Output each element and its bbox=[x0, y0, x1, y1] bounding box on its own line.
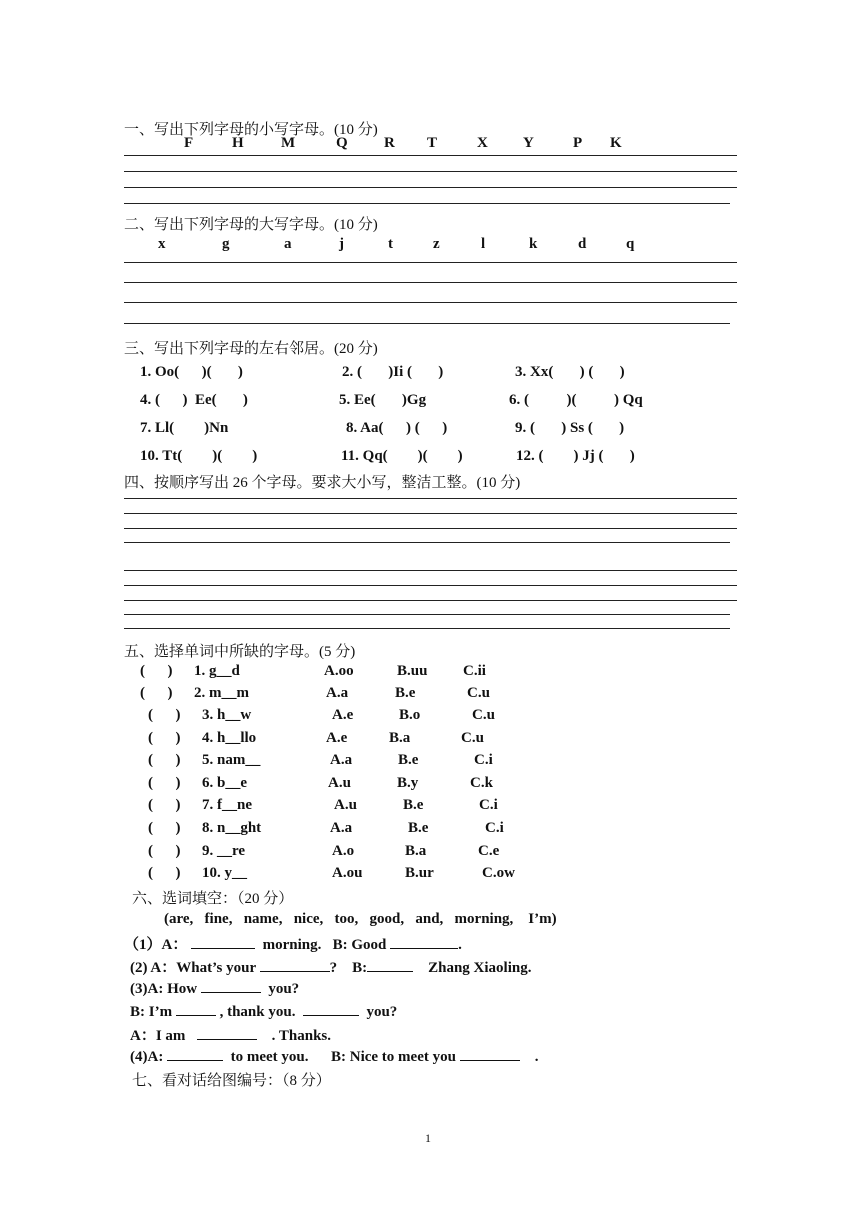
writing-line bbox=[124, 155, 737, 156]
word: 6. b__e bbox=[202, 775, 247, 791]
writing-line bbox=[124, 302, 737, 303]
option-a: A.e bbox=[326, 730, 348, 746]
dialogue-line-1 bbox=[124, 933, 462, 954]
answer-paren: ( ) bbox=[148, 865, 181, 881]
writing-line bbox=[124, 262, 737, 263]
text: , thank you. bbox=[219, 1004, 296, 1020]
text: （1）A： bbox=[124, 937, 188, 953]
writing-line bbox=[124, 282, 737, 283]
option-a: A.oo bbox=[324, 663, 354, 679]
neighbor-item: 7. Ll( )Nn bbox=[140, 420, 229, 436]
page-number: 1 bbox=[425, 1131, 431, 1145]
option-c: C.k bbox=[470, 775, 493, 791]
text: (2) A：What’s your bbox=[130, 960, 256, 976]
letter-8: k bbox=[529, 236, 538, 252]
text: B: Nice to meet you bbox=[330, 1049, 456, 1065]
dialogue-line-6 bbox=[130, 1046, 538, 1066]
answer-paren: ( ) bbox=[148, 820, 181, 836]
word: 8. n__ght bbox=[202, 820, 262, 836]
letter-3: M bbox=[281, 135, 296, 151]
letter-4: j bbox=[339, 236, 344, 252]
section5-title: 五、选择单词中所缺的字母。(5 分) bbox=[124, 644, 356, 660]
letter-9: d bbox=[578, 236, 587, 252]
answer-blank[interactable] bbox=[167, 1046, 223, 1061]
letter-9: P bbox=[573, 135, 583, 151]
neighbor-item: 8. Aa( ) ( ) bbox=[346, 420, 448, 436]
letter-7: l bbox=[481, 236, 486, 252]
word: 3. h__w bbox=[202, 707, 252, 723]
answer-blank[interactable] bbox=[260, 957, 330, 972]
section6-title: 六、选词填空：（20 分） bbox=[132, 891, 294, 907]
writing-line bbox=[124, 323, 730, 324]
neighbor-item: 1. Oo( )( ) bbox=[140, 364, 243, 380]
text: A：I am bbox=[130, 1028, 186, 1044]
option-c: C.e bbox=[478, 843, 500, 859]
answer-paren: ( ) bbox=[148, 843, 181, 859]
letter-1: F bbox=[184, 135, 194, 151]
answer-paren: ( ) bbox=[148, 775, 181, 791]
option-b: B.e bbox=[403, 797, 424, 813]
answer-blank[interactable] bbox=[303, 1001, 359, 1016]
text: B: Good bbox=[332, 937, 387, 953]
option-a: A.a bbox=[326, 685, 349, 701]
text: . Thanks. bbox=[271, 1028, 332, 1044]
text: morning. bbox=[262, 937, 322, 953]
answer-paren: ( ) bbox=[148, 707, 181, 723]
option-b: B.y bbox=[397, 775, 419, 791]
dialogue-line-3 bbox=[130, 978, 299, 998]
answer-blank[interactable] bbox=[390, 934, 458, 949]
writing-line bbox=[124, 513, 737, 514]
writing-line bbox=[124, 585, 737, 586]
text: . bbox=[458, 937, 462, 953]
dialogue-line-4 bbox=[130, 1001, 397, 1021]
option-c: C.ii bbox=[463, 663, 486, 679]
neighbor-item: 10. Tt( )( ) bbox=[140, 448, 258, 464]
option-b: B.ur bbox=[405, 865, 434, 881]
text: (3)A: How bbox=[130, 981, 198, 997]
section7-title: 七、看对话给图编号：（8 分） bbox=[132, 1073, 331, 1089]
word: 10. y__ bbox=[202, 865, 247, 881]
word: 1. g__d bbox=[194, 663, 240, 679]
writing-line bbox=[124, 498, 737, 499]
option-a: A.ou bbox=[332, 865, 363, 881]
answer-paren: ( ) bbox=[148, 752, 181, 768]
option-c: C.u bbox=[472, 707, 495, 723]
option-c: C.u bbox=[461, 730, 484, 746]
option-b: B.e bbox=[395, 685, 416, 701]
answer-blank[interactable] bbox=[460, 1046, 520, 1061]
dialogue-line-5 bbox=[130, 1024, 331, 1045]
neighbor-item: 3. Xx( ) ( ) bbox=[515, 364, 625, 380]
dialogue-line-2 bbox=[130, 956, 531, 977]
answer-paren: ( ) bbox=[148, 797, 181, 813]
text: to meet you. bbox=[230, 1049, 309, 1065]
word: 4. h__llo bbox=[202, 730, 257, 746]
word-bank: (are, fine, name, nice, too, good, and, morning, I’m) bbox=[164, 911, 557, 927]
option-c: C.ow bbox=[482, 865, 515, 881]
word: 5. nam__ bbox=[202, 752, 261, 768]
neighbor-item: 5. Ee( )Gg bbox=[339, 392, 427, 408]
word: 7. f__ne bbox=[202, 797, 252, 813]
letter-7: X bbox=[477, 135, 488, 151]
letter-2: H bbox=[232, 135, 244, 151]
option-a: A.a bbox=[330, 752, 353, 768]
answer-blank[interactable] bbox=[367, 957, 413, 972]
option-a: A.e bbox=[332, 707, 354, 723]
word: 9. __re bbox=[202, 843, 246, 859]
writing-line bbox=[124, 187, 737, 188]
letter-1: x bbox=[158, 236, 166, 252]
text: B: bbox=[352, 960, 368, 976]
option-b: B.e bbox=[398, 752, 419, 768]
option-a: A.a bbox=[330, 820, 353, 836]
word: 2. m__m bbox=[194, 685, 249, 701]
writing-line bbox=[124, 542, 730, 543]
text: you? bbox=[366, 1004, 398, 1020]
text: (4)A: bbox=[130, 1049, 164, 1065]
text: B: I’m bbox=[130, 1004, 173, 1020]
answer-paren: ( ) bbox=[140, 663, 173, 679]
letter-10: K bbox=[610, 135, 622, 151]
option-b: B.a bbox=[389, 730, 411, 746]
letter-6: T bbox=[427, 135, 438, 151]
letter-4: Q bbox=[336, 135, 348, 151]
option-b: B.e bbox=[408, 820, 429, 836]
answer-blank[interactable] bbox=[197, 1025, 257, 1040]
answer-blank[interactable] bbox=[201, 978, 261, 993]
writing-line bbox=[124, 600, 737, 601]
text: you? bbox=[268, 981, 300, 997]
option-c: C.i bbox=[479, 797, 498, 813]
letter-10: q bbox=[626, 236, 635, 252]
section1-title: 一、写出下列字母的小写字母。(10 分) bbox=[124, 122, 378, 138]
answer-blank[interactable] bbox=[191, 934, 255, 949]
neighbor-item: 2. ( )Ii ( ) bbox=[342, 364, 444, 380]
section2-title: 二、写出下列字母的大写字母。(10 分) bbox=[124, 217, 378, 233]
section4-title: 四、按顺序写出 26 个字母。要求大小写，整洁工整。(10 分) bbox=[124, 475, 521, 491]
option-c: C.i bbox=[474, 752, 493, 768]
section3-title: 三、写出下列字母的左右邻居。(20 分) bbox=[124, 341, 378, 357]
writing-line bbox=[124, 203, 730, 204]
letter-8: Y bbox=[523, 135, 534, 151]
writing-line bbox=[124, 171, 737, 172]
option-c: C.i bbox=[485, 820, 504, 836]
option-b: B.a bbox=[405, 843, 427, 859]
option-b: B.uu bbox=[397, 663, 428, 679]
option-a: A.o bbox=[332, 843, 355, 859]
neighbor-item: 12. ( ) Jj ( ) bbox=[516, 448, 635, 464]
option-a: A.u bbox=[328, 775, 351, 791]
writing-line bbox=[124, 528, 737, 529]
option-b: B.o bbox=[399, 707, 421, 723]
letter-2: g bbox=[222, 236, 230, 252]
writing-line bbox=[124, 614, 730, 615]
answer-paren: ( ) bbox=[140, 685, 173, 701]
text: ? bbox=[329, 960, 338, 976]
option-a: A.u bbox=[334, 797, 357, 813]
answer-paren: ( ) bbox=[148, 730, 181, 746]
letter-5: t bbox=[388, 236, 393, 252]
neighbor-item: 4. ( ) Ee( ) bbox=[140, 392, 248, 408]
letter-5: R bbox=[384, 135, 395, 151]
writing-line bbox=[124, 628, 730, 629]
answer-blank[interactable] bbox=[176, 1001, 216, 1016]
text: . bbox=[534, 1049, 539, 1065]
neighbor-item: 11. Qq( )( ) bbox=[341, 448, 463, 464]
letter-3: a bbox=[284, 236, 292, 252]
neighbor-item: 9. ( ) Ss ( ) bbox=[515, 420, 625, 436]
letter-6: z bbox=[433, 236, 440, 252]
writing-line bbox=[124, 570, 737, 571]
option-c: C.u bbox=[467, 685, 490, 701]
neighbor-item: 6. ( )( ) Qq bbox=[509, 392, 643, 408]
text: Zhang Xiaoling. bbox=[428, 960, 532, 976]
